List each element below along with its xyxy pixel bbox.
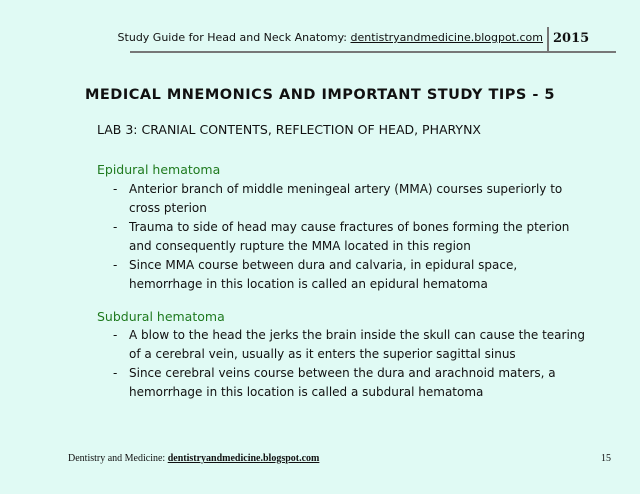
bullet-text: A blow to the head the jerks the brain inside the skull can cause the tearing of a cerebral vein, usually as it enters the superior sagittal sinus xyxy=(129,328,586,361)
header-divider xyxy=(547,27,549,51)
header-year: 2015 xyxy=(553,31,590,46)
header-rule xyxy=(130,51,616,53)
footer-text: Dentistry and Medicine: xyxy=(68,453,168,464)
bullet-text: Since MMA course between dura and calvaria, in epidural space, hemorrhage in this location is called an epidural hematoma xyxy=(129,258,518,291)
list-item xyxy=(113,218,593,255)
section-heading-subdural: Subdural hematoma xyxy=(97,309,225,324)
list-item xyxy=(113,180,593,217)
bullet-text: Since cerebral veins course between the dura and arachnoid maters, a hemorrhage in this location is called a subdural hematoma xyxy=(129,366,556,399)
list-item xyxy=(113,326,593,363)
bullet-dash: - xyxy=(113,328,118,342)
list-item xyxy=(113,364,593,401)
header-text: Study Guide for Head and Neck Anatomy: xyxy=(117,31,351,44)
bullet-dash: - xyxy=(113,366,118,380)
bullet-dash: - xyxy=(113,182,118,196)
list-item xyxy=(113,256,593,293)
bullet-dash: - xyxy=(113,220,118,234)
bullet-text: Anterior branch of middle meningeal artery (MMA) courses superiorly to cross pterion xyxy=(129,182,563,215)
bullet-text: Trauma to side of head may cause fractures of bones forming the pterion and consequently rupture the MMA located in this region xyxy=(129,220,570,253)
footer xyxy=(68,453,319,464)
running-header xyxy=(118,31,543,44)
bullet-dash: - xyxy=(113,258,118,272)
page-number: 15 xyxy=(601,453,611,464)
page-title: MEDICAL MNEMONICS AND IMPORTANT STUDY TIPS - 5 xyxy=(84,87,556,103)
section-heading-epidural: Epidural hematoma xyxy=(97,162,221,177)
lab-heading: LAB 3: CRANIAL CONTENTS, REFLECTION OF HEAD, PHARYNX xyxy=(97,122,481,137)
footer-link[interactable]: dentistryandmedicine.blogspot.com xyxy=(167,453,320,464)
header-link[interactable]: dentistryandmedicine.blogpot.com xyxy=(350,31,543,44)
